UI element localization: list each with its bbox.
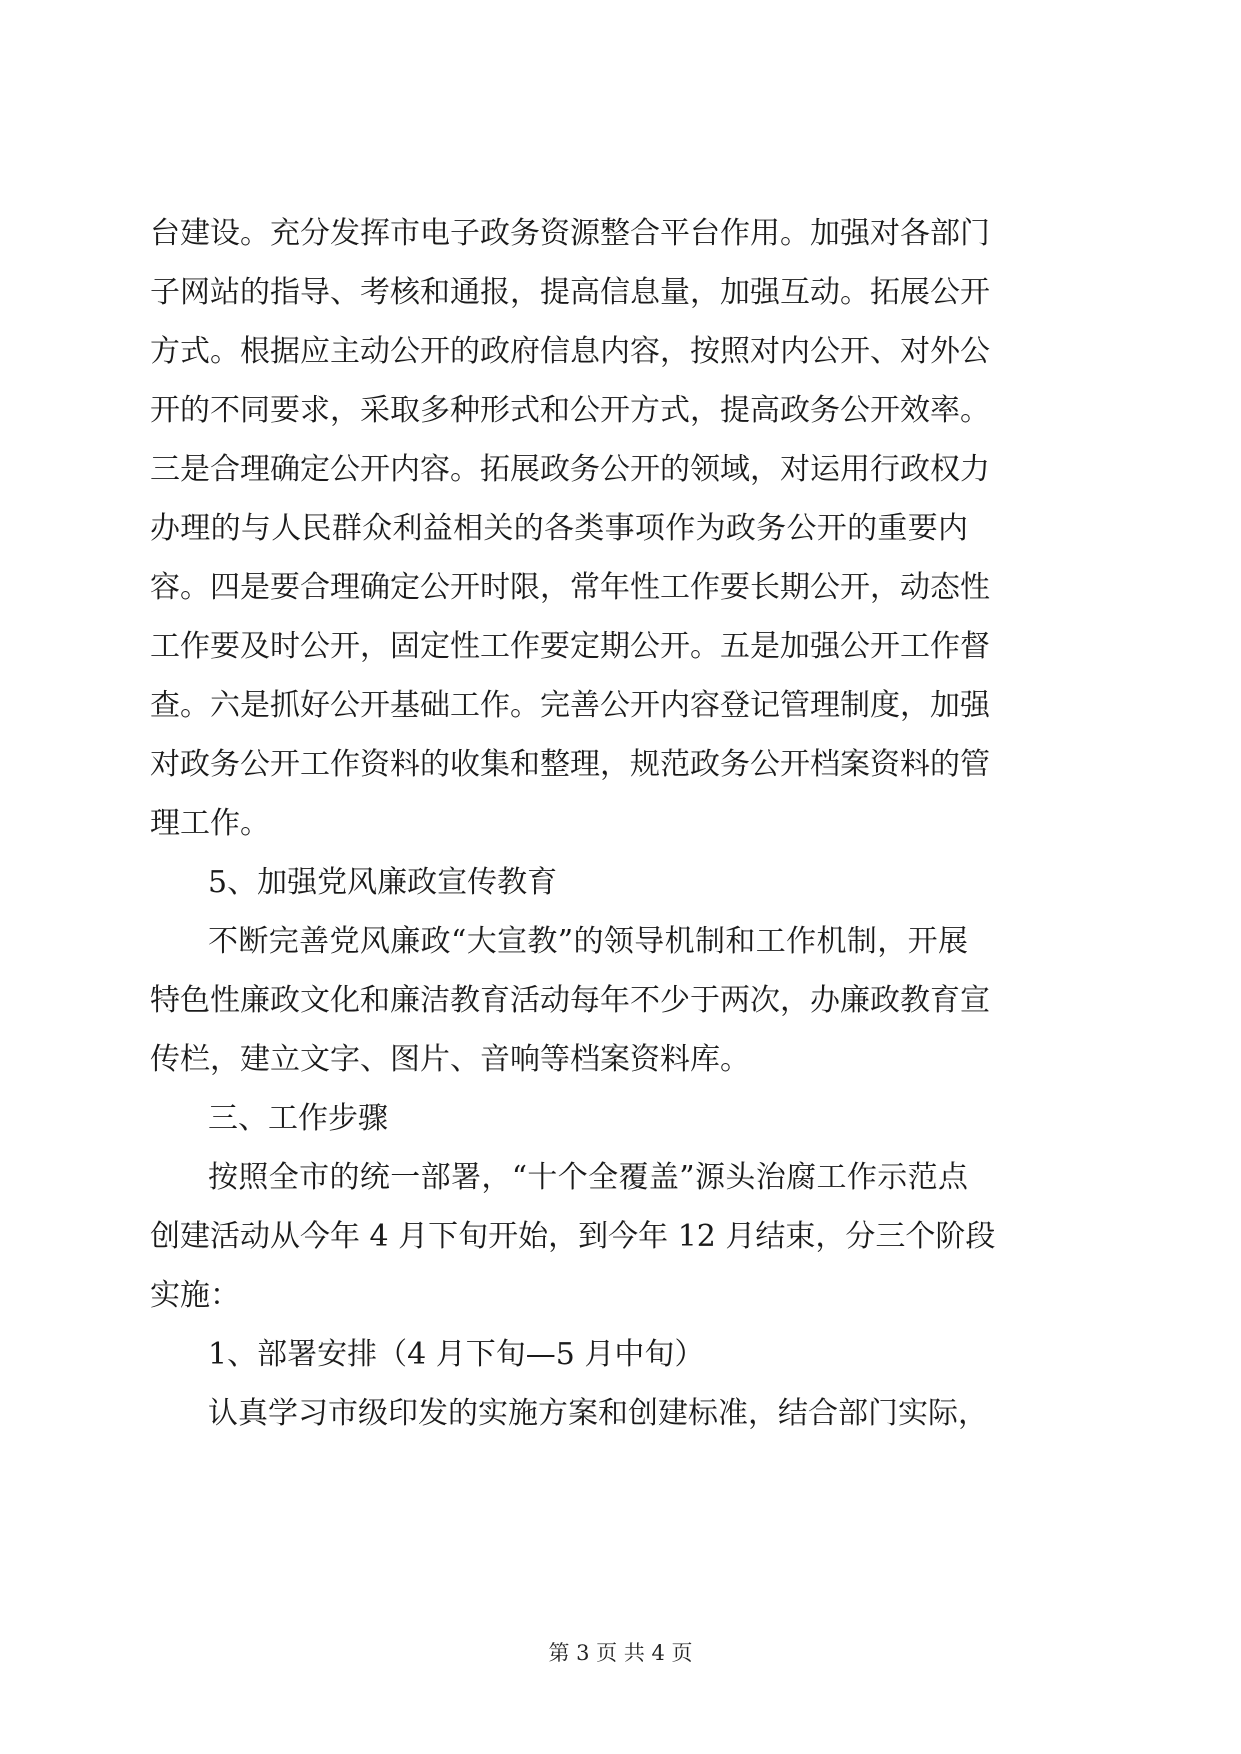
body-line: 理工作。 (150, 806, 270, 841)
body-line: 台建设。充分发挥市电子政务资源整合平台作用。加强对各部门 (150, 216, 990, 251)
page-number-footer: 第 3 页 共 4 页 (548, 1641, 693, 1665)
body-line: 开的不同要求，采取多种形式和公开方式，提高政务公开效率。 (150, 393, 990, 428)
body-line: 工作要及时公开，固定性工作要定期公开。五是加强公开工作督 (150, 629, 990, 664)
body-line: 特色性廉政文化和廉洁教育活动每年不少于两次，办廉政教育宣 (150, 983, 990, 1018)
body-line: 认真学习市级印发的实施方案和创建标准，结合部门实际， (208, 1396, 988, 1431)
body-line: 传栏，建立文字、图片、音响等档案资料库。 (150, 1042, 750, 1077)
subsection-heading: 1、部署安排（4 月下旬—5 月中旬） (208, 1337, 705, 1372)
body-line: 办理的与人民群众利益相关的各类事项作为政务公开的重要内 (150, 511, 968, 546)
body-line: 不断完善党风廉政“大宣教”的领导机制和工作机制，开展 (208, 924, 968, 959)
body-line: 三是合理确定公开内容。拓展政务公开的领域，对运用行政权力 (150, 452, 990, 487)
body-line: 实施： (150, 1278, 240, 1313)
body-line: 查。六是抓好公开基础工作。完善公开内容登记管理制度，加强 (150, 688, 990, 723)
body-line: 子网站的指导、考核和通报，提高信息量，加强互动。拓展公开 (150, 275, 990, 310)
body-line: 方式。根据应主动公开的政府信息内容，按照对内公开、对外公 (150, 334, 990, 369)
section-heading: 5、加强党风廉政宣传教育 (208, 865, 558, 900)
body-line: 按照全市的统一部署，“十个全覆盖”源头治腐工作示范点 (208, 1160, 968, 1195)
section-heading: 三、工作步骤 (208, 1101, 388, 1136)
body-line: 对政务公开工作资料的收集和整理，规范政务公开档案资料的管 (150, 747, 990, 782)
body-line: 创建活动从今年 4 月下旬开始，到今年 12 月结束，分三个阶段 (150, 1219, 996, 1254)
body-line: 容。四是要合理确定公开时限，常年性工作要长期公开，动态性 (150, 570, 990, 605)
